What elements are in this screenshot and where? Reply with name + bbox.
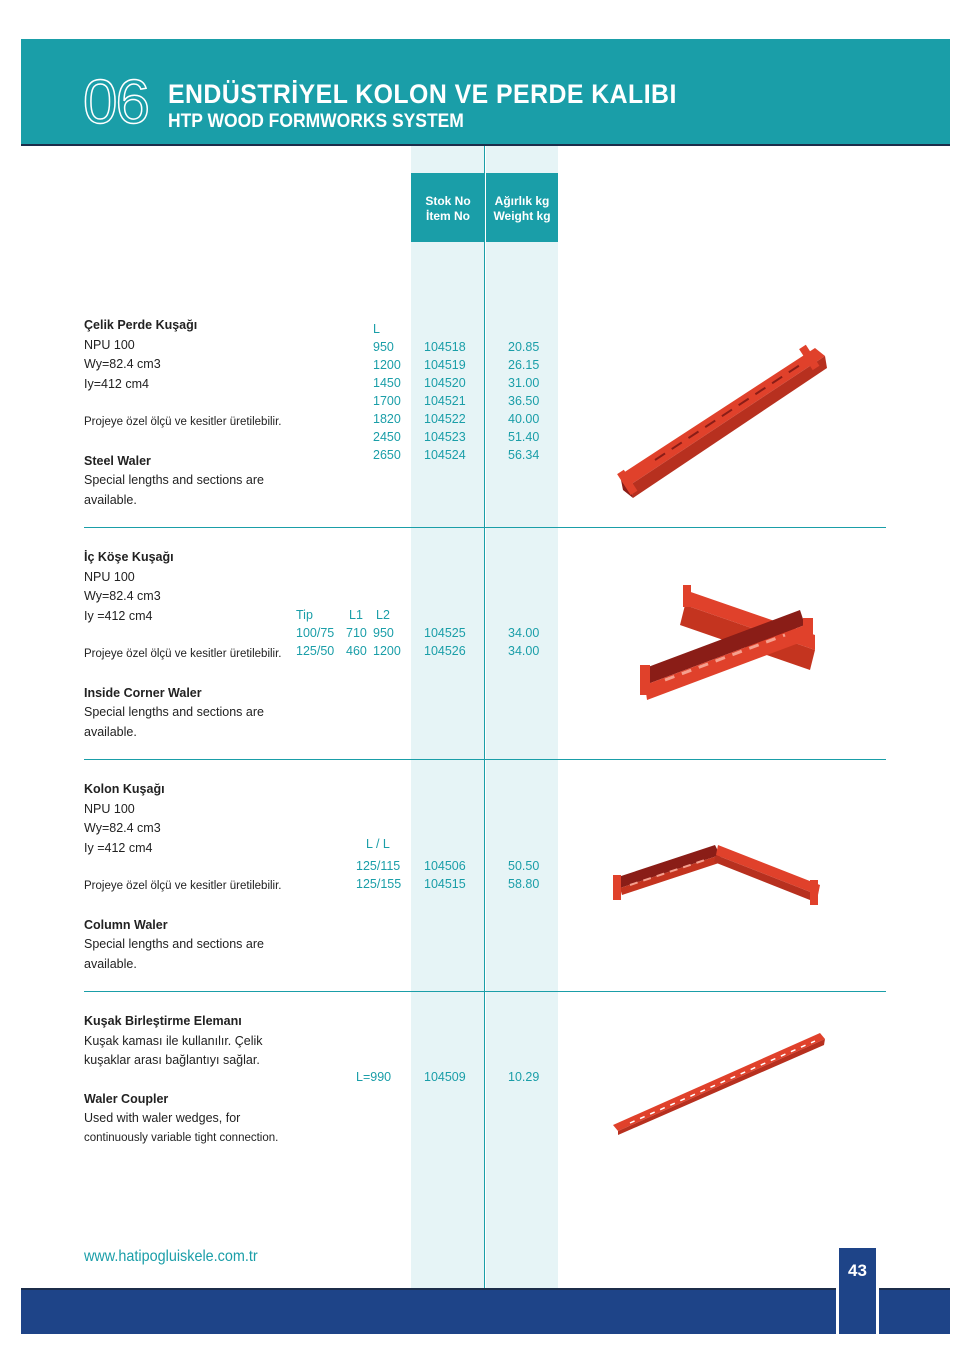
table-cell: 104524 [424,448,466,462]
table-cell: 2450 [373,430,401,444]
table-cell: 56.34 [508,448,540,462]
note-en: Special lengths and sections are [84,937,264,951]
spec-line: Iy=412 cm4 [84,376,149,391]
table-cell: 104506 [424,859,466,873]
dim-list [356,857,401,893]
table-cell: 125/155 [356,877,402,891]
table-cell: 1450 [373,376,401,390]
product-description [84,780,314,974]
note-en: available. [84,724,137,739]
table-cell: 125/115 [356,859,401,873]
note-en: Special lengths and sections are [84,705,264,719]
table-cell: 104509 [424,1070,466,1084]
table-cell: 31.00 [508,376,540,390]
tip-list [296,624,334,660]
note-tr: Projeye özel ölçü ve kesitler üretilebilir. [84,648,282,660]
table-cell: 1700 [373,394,401,408]
product-name-tr: Çelik Perde Kuşağı [84,318,198,332]
table-cell: 40.00 [508,412,540,426]
dim-header: L [373,322,380,336]
product-name-tr: İç Köşe Kuşağı [84,550,174,564]
stock-header-en: İtem No [425,209,470,223]
table-cell: 1200 [373,358,401,372]
weight-list [508,624,539,660]
product-name-en: Column Waler [84,917,168,932]
note-en: continuously variable tight connection. [84,1131,279,1144]
spec-line: Wy=82.4 cm3 [84,821,161,835]
table-cell: 58.80 [508,877,540,891]
dim-header: Tip [296,608,313,622]
product-description [84,548,314,742]
note-en: Used with waler wedges, for [84,1111,241,1125]
table-cell: 26.15 [508,358,540,372]
product-description [84,1012,344,1148]
product-name-en: Steel Waler [84,453,151,468]
note-en: Special lengths and sections are [84,473,264,487]
divider [84,527,886,528]
weight-column-header [486,173,558,242]
note-tr: kuşaklar arası bağlantıyı sağlar. [84,1053,260,1067]
page-subtitle: HTP WOOD FORMWORKS SYSTEM [168,111,464,132]
dim-header: L2 [376,608,390,622]
spec-line: NPU 100 [84,801,135,816]
table-cell: 10.29 [508,1070,540,1084]
table-cell: 1200 [373,644,401,658]
table-cell: 2650 [373,448,401,462]
stock-header-tr: Stok No [425,194,471,208]
product-description [84,316,314,510]
table-cell: 34.00 [508,626,540,640]
stock-list [424,338,466,464]
product-name-tr: Kuşak Birleştirme Elemanı [84,1014,242,1028]
stock-column-bg [411,146,485,1288]
page-title: ENDÜSTRİYEL KOLON VE PERDE KALIBI [168,79,677,109]
l2-list [373,624,401,660]
footer-bar [21,1290,950,1334]
table-cell: 100/75 [296,626,335,640]
table-cell: 34.00 [508,644,540,658]
product-name-tr: Kolon Kuşağı [84,782,165,796]
stock-column-header [411,173,485,242]
table-cell: 104520 [424,376,466,390]
note-tr: Projeye özel ölçü ve kesitler üretilebilir. [84,880,282,892]
l1-list [346,624,367,660]
chapter-number: 06 [83,68,148,137]
steel-waler-image [615,340,830,505]
table-cell: 104526 [424,644,466,658]
dim-header: L1 [349,608,363,622]
table-cell: 104515 [424,877,466,891]
table-cell: 1820 [373,412,401,426]
spec-line: Iy =412 cm4 [84,840,153,855]
table-cell: 460 [346,644,367,658]
weight-list [508,857,539,893]
column-waler-image [610,840,830,910]
spec-line: Wy=82.4 cm3 [84,589,161,603]
product-name-en: Waler Coupler [84,1091,169,1106]
table-cell: 125/50 [296,644,335,658]
note-en: available. [84,492,137,507]
dim-list [373,338,401,464]
note-tr: Kuşak kaması ile kullanılır. Çelik [84,1033,263,1048]
product-name-en: Inside Corner Waler [84,685,202,700]
spec-line: Wy=82.4 cm3 [84,357,161,371]
inside-corner-waler-image [635,580,830,710]
weight-header-tr: Ağırlık kg [494,194,550,208]
table-cell: 104523 [424,430,466,444]
footer-website[interactable]: www.hatipogluiskele.com.tr [84,1248,258,1265]
page-number: 43 [848,1261,867,1280]
note-tr: Projeye özel ölçü ve kesitler üretilebilir. [84,416,282,428]
weight-column-bg [486,146,558,1288]
table-cell: 36.50 [508,394,540,408]
note-en: available. [84,956,137,971]
table-cell: 710 [346,626,367,640]
column-divider [484,146,485,1288]
table-cell: 51.40 [508,430,540,444]
table-cell: L=990 [356,1070,392,1084]
table-cell: 104525 [424,626,466,640]
divider [84,991,886,992]
spec-line: Iy =412 cm4 [84,608,153,623]
table-cell: 950 [373,626,394,640]
table-cell: 20.85 [508,340,540,354]
weight-header-en: Weight kg [493,209,551,223]
spec-line: NPU 100 [84,337,135,352]
divider [84,759,886,760]
dim-header: L / L [366,837,390,851]
spec-line: NPU 100 [84,569,135,584]
stock-list [424,857,466,893]
table-cell: 104518 [424,340,466,354]
table-cell: 104521 [424,394,466,408]
table-cell: 50.50 [508,859,540,873]
stock-list [424,624,466,660]
weight-list [508,338,539,464]
table-cell: 104519 [424,358,466,372]
table-cell: 104522 [424,412,466,426]
waler-coupler-image [610,1025,830,1137]
table-cell: 950 [373,340,394,354]
